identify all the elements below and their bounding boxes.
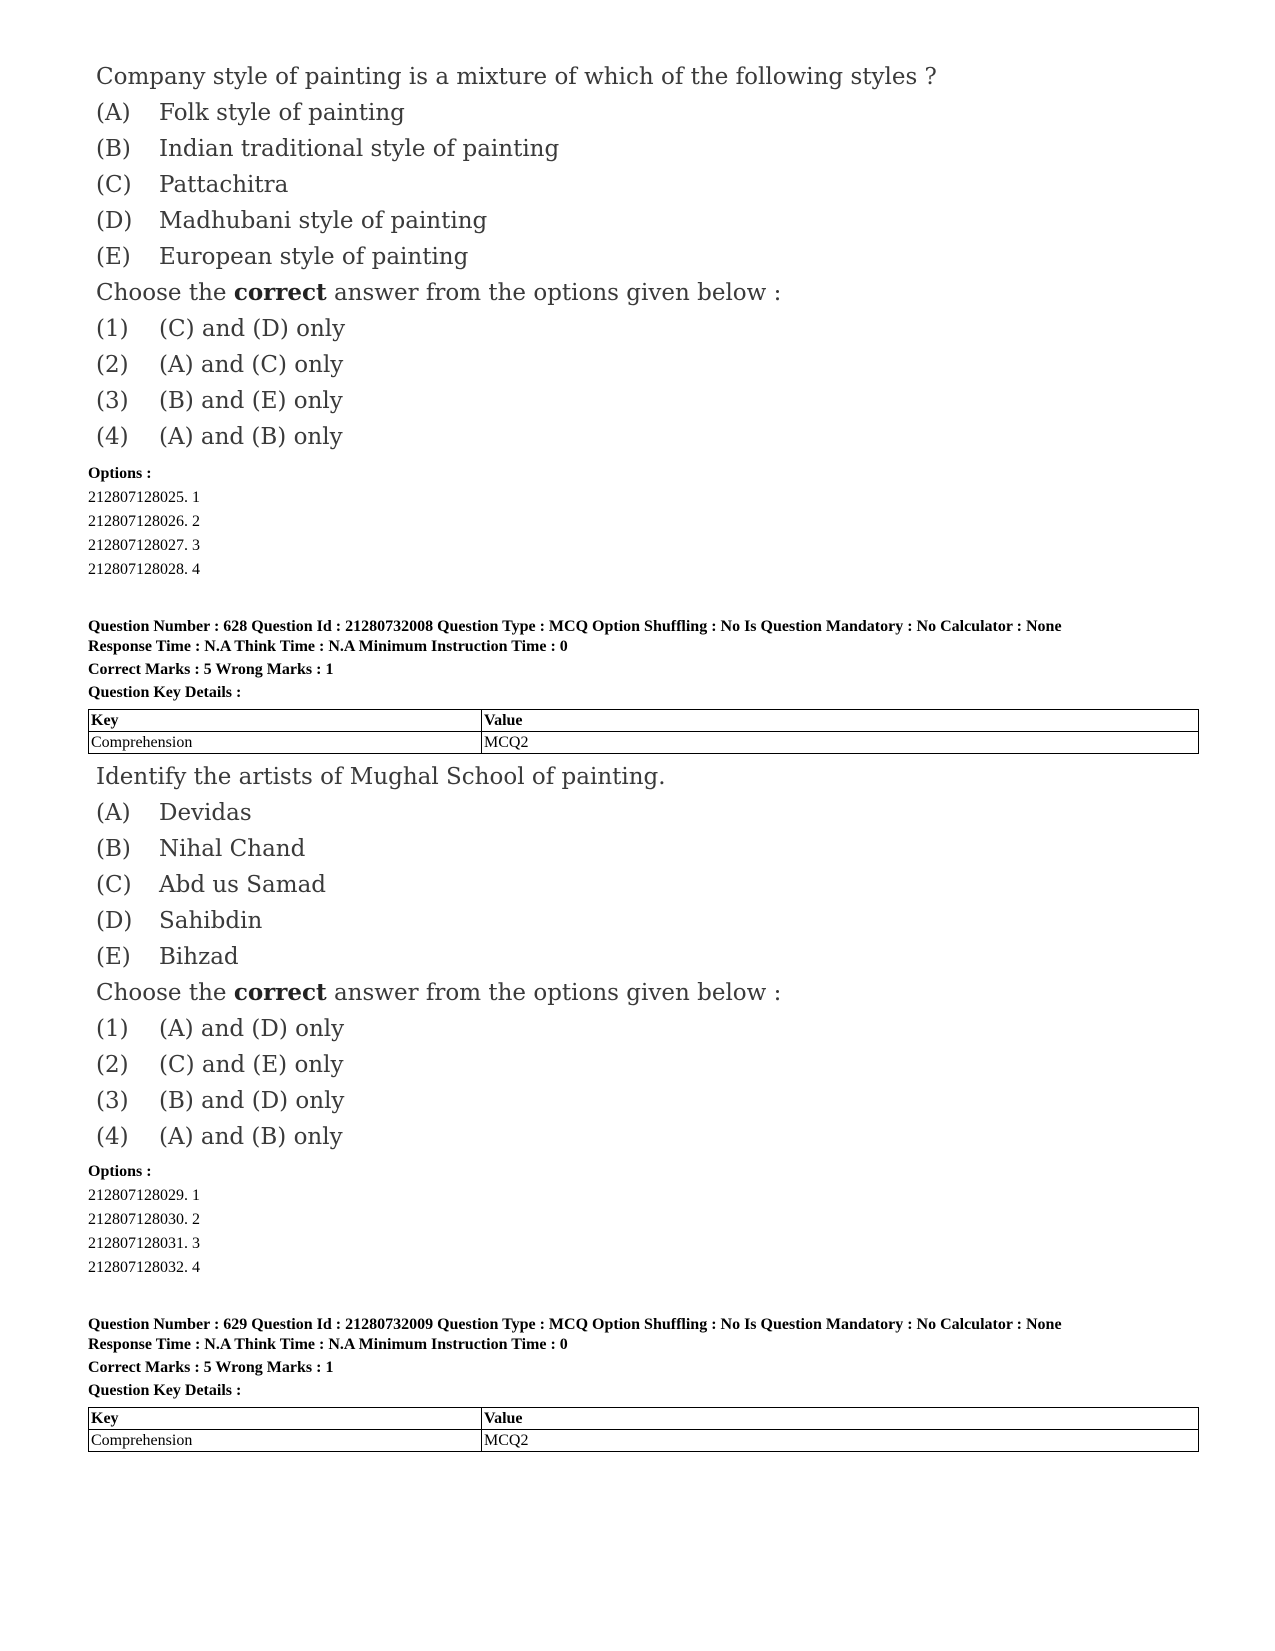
answer-label: (3) bbox=[96, 388, 129, 414]
statement-label: (E) bbox=[96, 944, 131, 970]
answer-choice-3 bbox=[96, 1086, 781, 1122]
answer-text: (A) and (B) only bbox=[159, 1124, 343, 1150]
statement-label: (D) bbox=[96, 908, 133, 934]
statement-b bbox=[96, 134, 937, 170]
answer-choice-4 bbox=[96, 422, 937, 458]
options-block-627 bbox=[88, 462, 200, 582]
statement-label: (C) bbox=[96, 872, 132, 898]
key-details-table bbox=[88, 1407, 1199, 1452]
table-cell: MCQ2 bbox=[482, 732, 1199, 754]
table-cell: MCQ2 bbox=[482, 1430, 1199, 1452]
question-627-image bbox=[96, 62, 937, 458]
answer-text: (B) and (D) only bbox=[159, 1088, 345, 1114]
option-id: 212807128025. 1 bbox=[88, 489, 200, 506]
options-heading: Options : bbox=[88, 465, 152, 482]
statement-a bbox=[96, 98, 937, 134]
answer-text: (A) and (B) only bbox=[159, 424, 343, 450]
question-marks: Correct Marks : 5 Wrong Marks : 1 bbox=[88, 1359, 334, 1376]
answer-choice-1 bbox=[96, 1014, 781, 1050]
statement-label: (D) bbox=[96, 208, 133, 234]
statement-text: Abd us Samad bbox=[159, 872, 327, 898]
answer-choice-3 bbox=[96, 386, 937, 422]
choose-emphasis: correct bbox=[233, 979, 327, 1006]
options-block-628 bbox=[88, 1160, 200, 1280]
statement-text: Sahibdin bbox=[159, 908, 263, 934]
option-id: 212807128029. 1 bbox=[88, 1187, 200, 1204]
statement-a bbox=[96, 798, 781, 834]
table-header-cell: Value bbox=[482, 1408, 1199, 1430]
question-628-info bbox=[88, 617, 1218, 703]
statement-text: Indian traditional style of painting bbox=[159, 136, 560, 162]
answer-choice-2 bbox=[96, 350, 937, 386]
answer-label: (2) bbox=[96, 352, 129, 378]
question-key-details-heading: Question Key Details : bbox=[88, 1382, 242, 1399]
answer-label: (1) bbox=[96, 316, 129, 342]
option-id: 212807128030. 2 bbox=[88, 1211, 200, 1228]
statement-e bbox=[96, 942, 781, 978]
question-marks: Correct Marks : 5 Wrong Marks : 1 bbox=[88, 661, 334, 678]
question-628-image bbox=[96, 762, 781, 1158]
statement-d bbox=[96, 206, 937, 242]
statement-text: Pattachitra bbox=[159, 172, 289, 198]
table-cell: Comprehension bbox=[89, 1430, 482, 1452]
statement-c bbox=[96, 870, 781, 906]
option-id: 212807128032. 4 bbox=[88, 1259, 200, 1276]
table-row bbox=[89, 732, 1199, 754]
table-header-cell: Value bbox=[482, 710, 1199, 732]
statement-c bbox=[96, 170, 937, 206]
choose-instruction bbox=[96, 978, 781, 1014]
key-details-table bbox=[88, 709, 1199, 754]
answer-label: (4) bbox=[96, 1124, 129, 1150]
statement-text: European style of painting bbox=[159, 244, 469, 270]
option-id: 212807128031. 3 bbox=[88, 1235, 200, 1252]
question-stem: Identify the artists of Mughal School of painting. bbox=[96, 764, 666, 790]
statement-b bbox=[96, 834, 781, 870]
statement-text: Bihzad bbox=[159, 944, 239, 970]
statement-text: Madhubani style of painting bbox=[159, 208, 488, 234]
question-629-info bbox=[88, 1315, 1218, 1401]
answer-choice-2 bbox=[96, 1050, 781, 1086]
question-key-details-heading: Question Key Details : bbox=[88, 684, 242, 701]
statement-e bbox=[96, 242, 937, 278]
answer-label: (1) bbox=[96, 1016, 129, 1042]
question-timing-line: Response Time : N.A Think Time : N.A Minimum Instruction Time : 0 bbox=[88, 638, 568, 655]
statement-text: Devidas bbox=[159, 800, 252, 826]
statement-text: Nihal Chand bbox=[159, 836, 306, 862]
answer-text: (C) and (D) only bbox=[159, 316, 346, 342]
table-row bbox=[89, 1430, 1199, 1452]
answer-text: (C) and (E) only bbox=[159, 1052, 344, 1078]
question-info-line: Question Number : 629 Question Id : 21280732009 Question Type : MCQ Option Shuffling : No Is Question Mandatory : No Calculator : None bbox=[88, 1316, 1062, 1333]
question-timing-line: Response Time : N.A Think Time : N.A Minimum Instruction Time : 0 bbox=[88, 1336, 568, 1353]
table-header-cell: Key bbox=[89, 710, 482, 732]
statement-label: (C) bbox=[96, 172, 132, 198]
statement-label: (B) bbox=[96, 836, 131, 862]
answer-text: (A) and (D) only bbox=[159, 1016, 345, 1042]
options-heading: Options : bbox=[88, 1163, 152, 1180]
option-id: 212807128026. 2 bbox=[88, 513, 200, 530]
statement-label: (E) bbox=[96, 244, 131, 270]
choose-emphasis: correct bbox=[233, 279, 327, 306]
answer-text: (A) and (C) only bbox=[159, 352, 344, 378]
statement-text: Folk style of painting bbox=[159, 100, 405, 126]
table-header-cell: Key bbox=[89, 1408, 482, 1430]
table-header-row bbox=[89, 710, 1199, 732]
answer-label: (2) bbox=[96, 1052, 129, 1078]
answer-label: (4) bbox=[96, 424, 129, 450]
option-id: 212807128027. 3 bbox=[88, 537, 200, 554]
statement-label: (A) bbox=[96, 800, 131, 826]
answer-choice-4 bbox=[96, 1122, 781, 1158]
answer-text: (B) and (E) only bbox=[159, 388, 343, 414]
statement-d bbox=[96, 906, 781, 942]
choose-text: Choose the bbox=[96, 280, 234, 306]
choose-text: answer from the options given below : bbox=[326, 280, 782, 306]
statement-label: (B) bbox=[96, 136, 131, 162]
table-header-row bbox=[89, 1408, 1199, 1430]
question-stem: Company style of painting is a mixture of which of the following styles ? bbox=[96, 64, 937, 90]
choose-text: answer from the options given below : bbox=[326, 980, 782, 1006]
answer-choice-1 bbox=[96, 314, 937, 350]
choose-instruction bbox=[96, 278, 937, 314]
statement-label: (A) bbox=[96, 100, 131, 126]
answer-label: (3) bbox=[96, 1088, 129, 1114]
table-cell: Comprehension bbox=[89, 732, 482, 754]
choose-text: Choose the bbox=[96, 980, 234, 1006]
question-info-line: Question Number : 628 Question Id : 21280732008 Question Type : MCQ Option Shuffling : No Is Question Mandatory : No Calculator : None bbox=[88, 618, 1062, 635]
option-id: 212807128028. 4 bbox=[88, 561, 200, 578]
